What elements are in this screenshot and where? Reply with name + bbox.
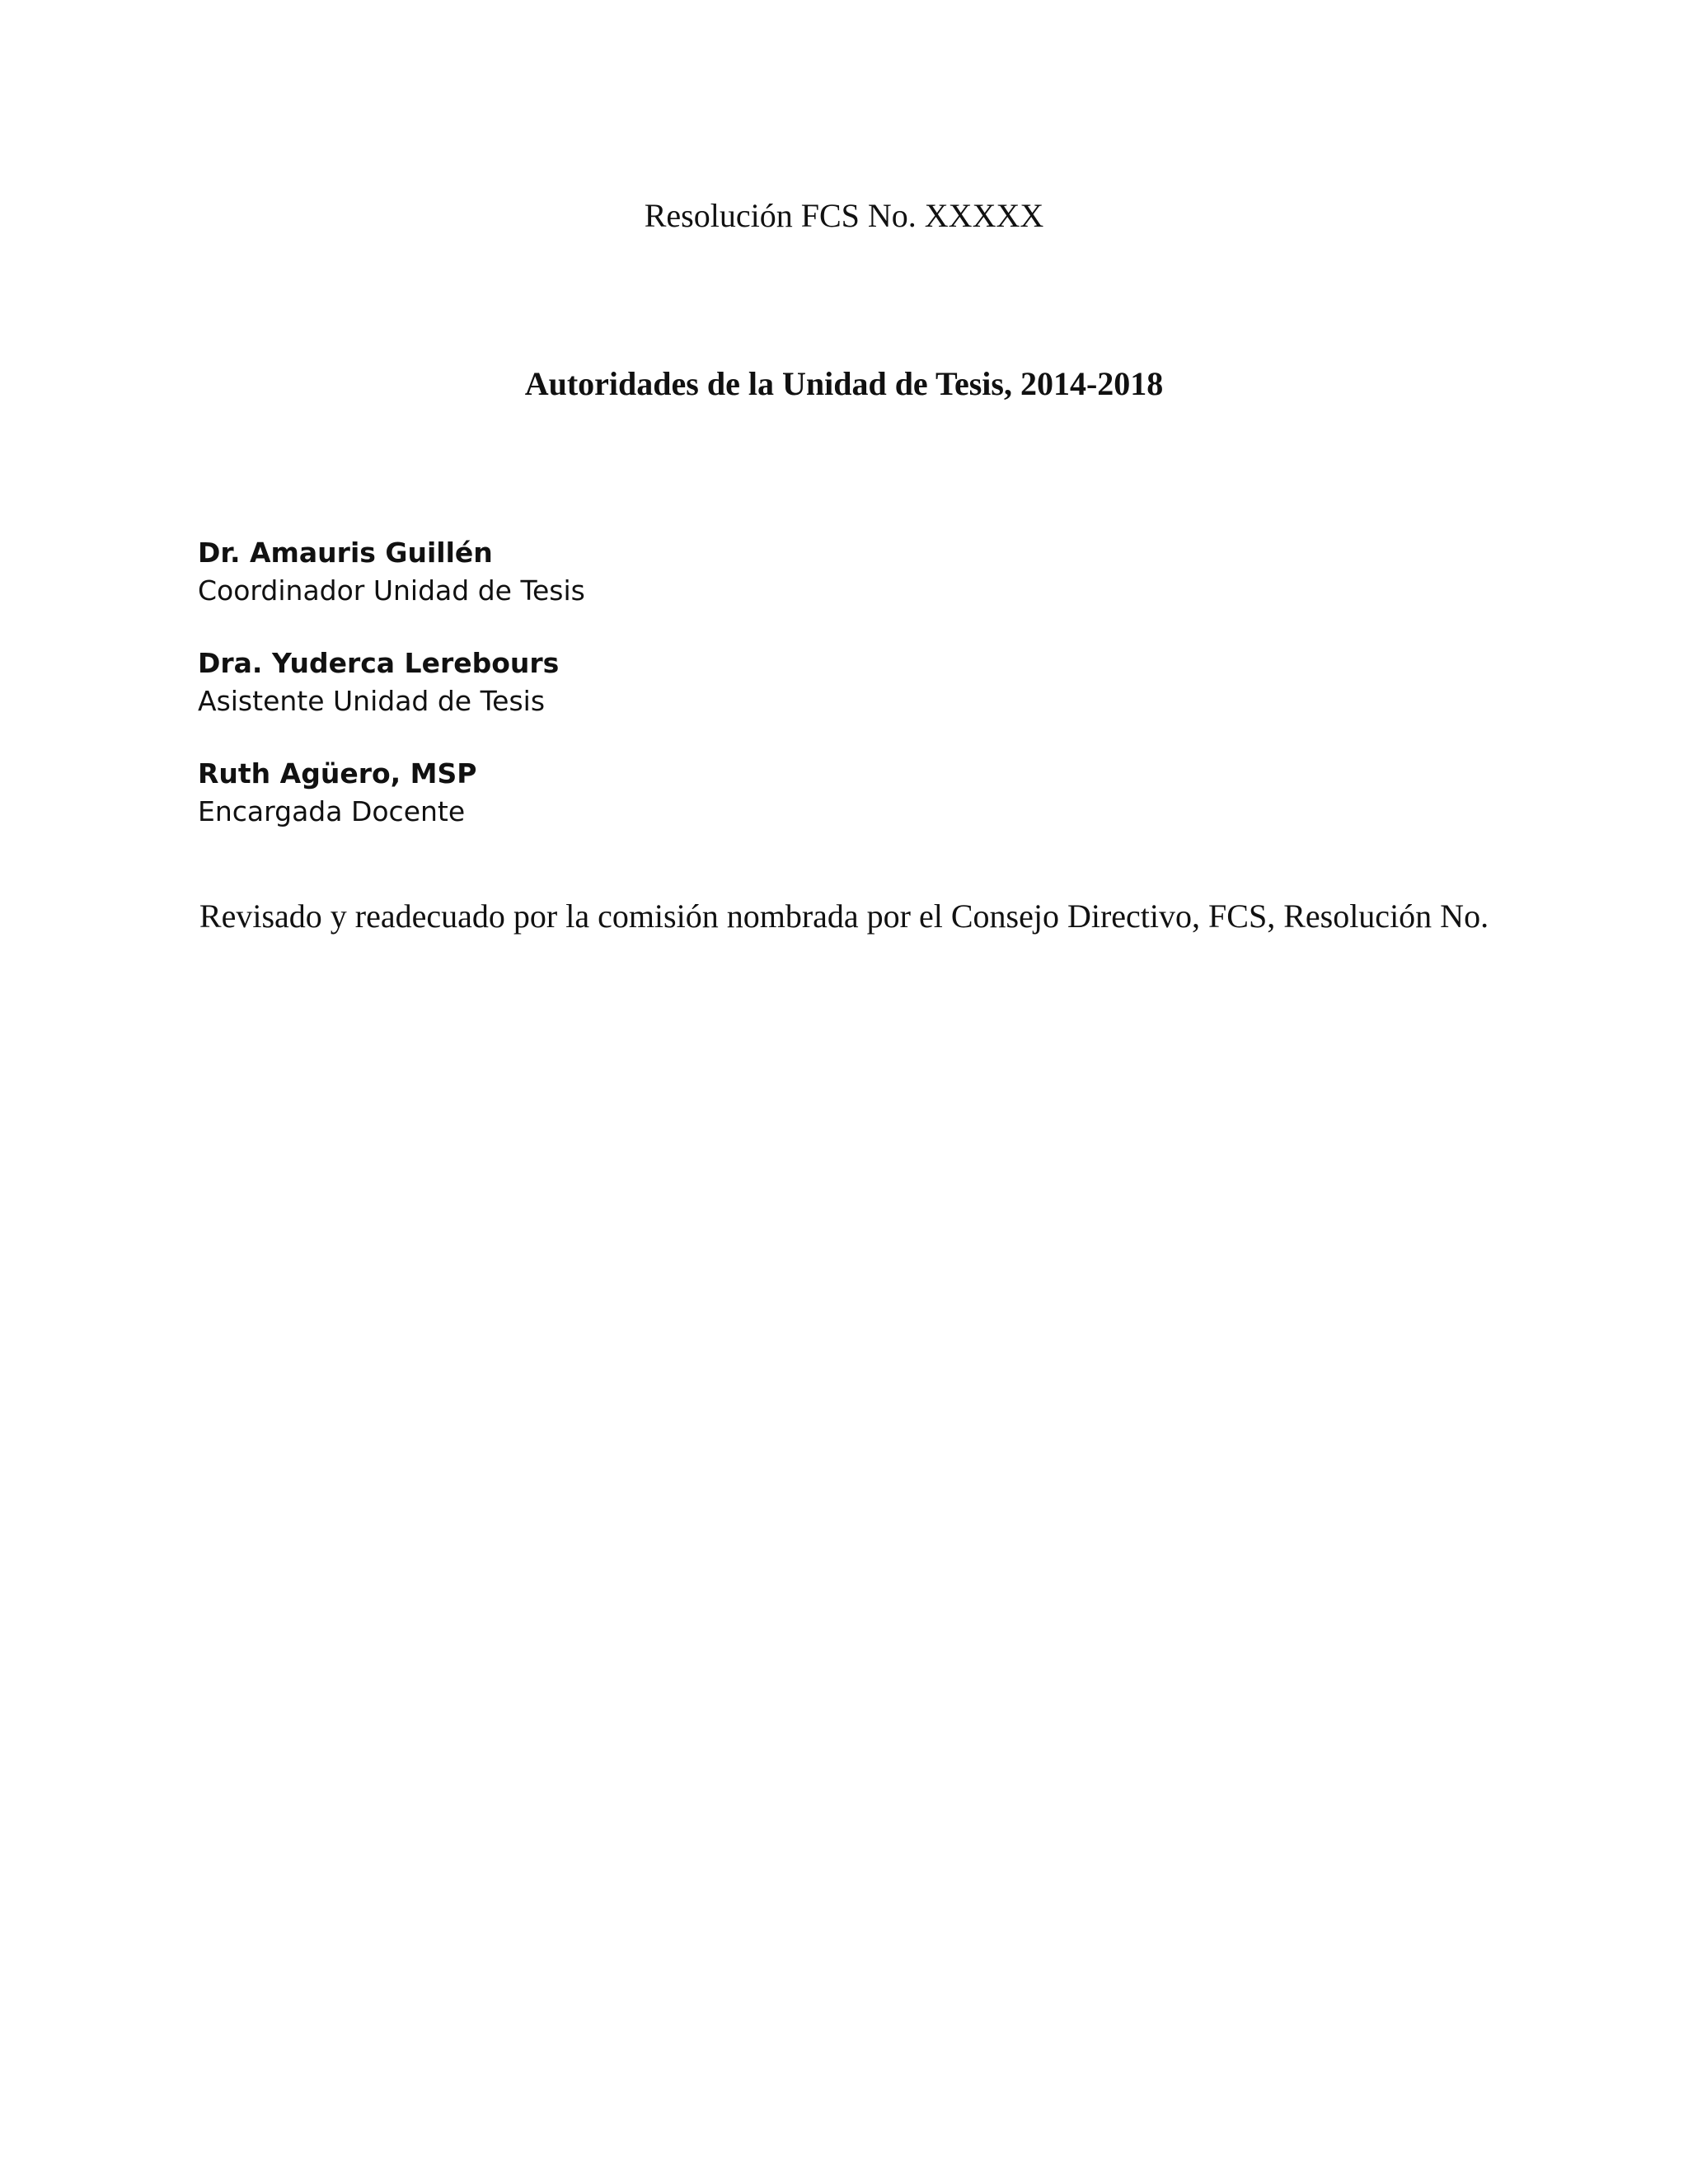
authority-role: Encargada Docente: [198, 795, 466, 827]
authority-name: Ruth Agüero, MSP: [198, 757, 477, 790]
resolution-number: Resolución FCS No. XXXXX: [644, 197, 1044, 234]
authority-entry: [198, 755, 1434, 831]
authority-role: Asistente Unidad de Tesis: [198, 685, 546, 717]
authority-role: Coordinador Unidad de Tesis: [198, 574, 585, 607]
review-note: Revisado y readecuado por la comisión nombrada por el Consejo Directivo, FCS, Resolución No.: [199, 898, 1489, 935]
document-title: Autoridades de la Unidad de Tesis, 2014-2018: [524, 365, 1164, 402]
authority-name: Dra. Yuderca Lerebours: [198, 647, 560, 679]
authority-name: Dr. Amauris Guillén: [198, 537, 493, 569]
authorities-list: [198, 534, 1434, 865]
authority-entry: [198, 644, 1434, 720]
authority-entry: [198, 534, 1434, 610]
